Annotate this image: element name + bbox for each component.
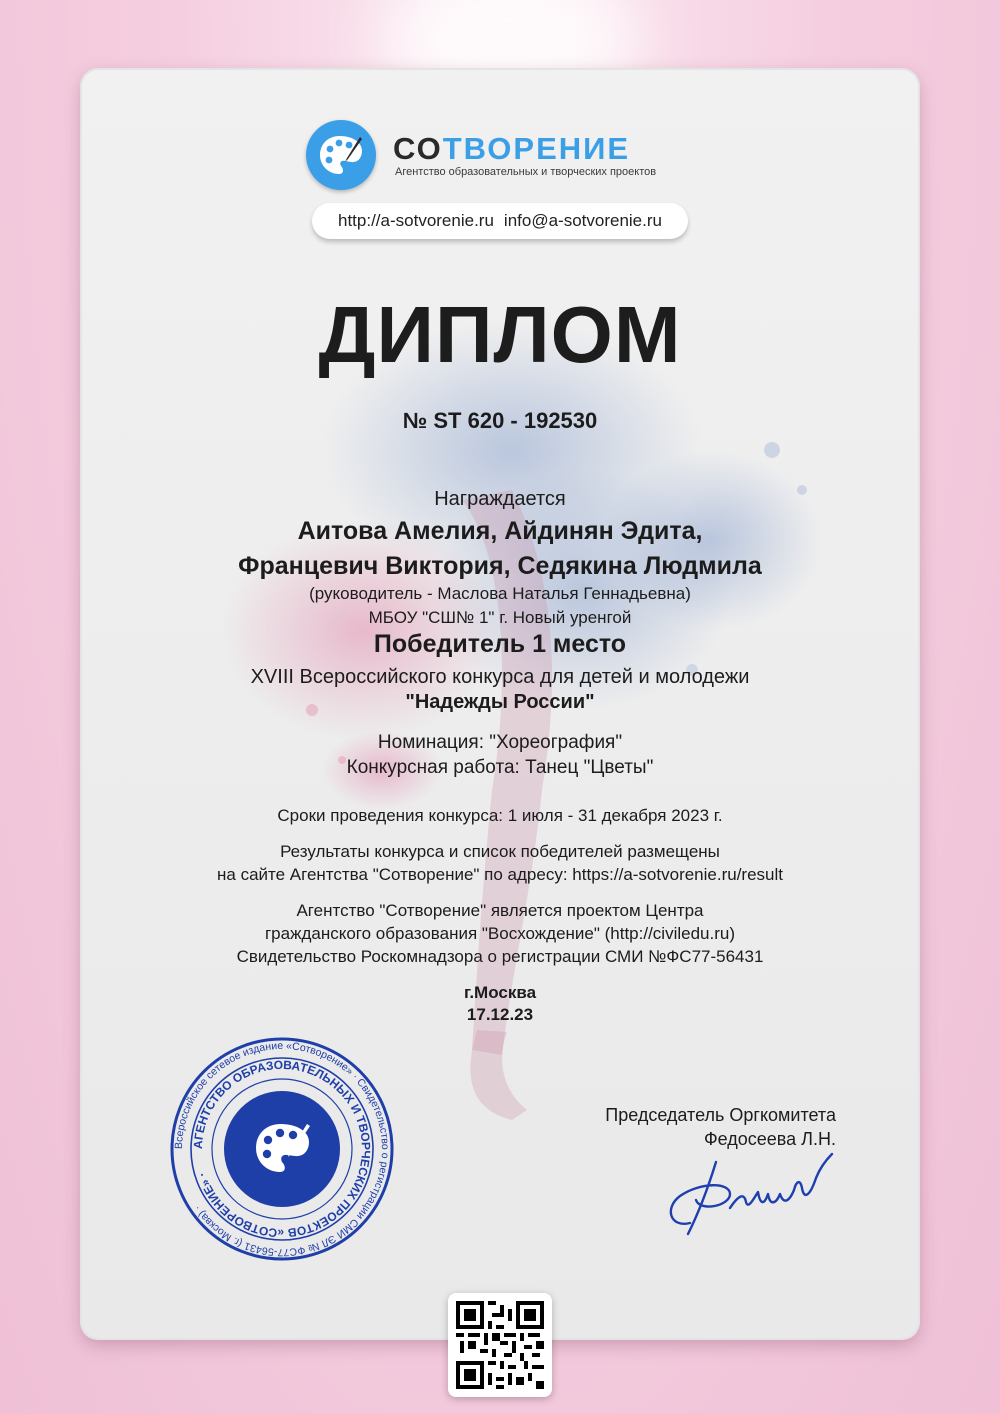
contest-name: "Надежды России" — [405, 691, 595, 713]
issue-city: г.Москва — [463, 983, 537, 1002]
email-link[interactable]: info@a-sotvorenie.ru — [503, 211, 662, 230]
diploma-number: № ST 620 - 192530 — [402, 408, 598, 433]
contest-dates: Сроки проведения конкурса: 1 июля - 31 декабря 2023 г. — [277, 806, 723, 825]
work-line: Конкурсная работа: Танец "Цветы" — [346, 757, 654, 778]
handwritten-signature — [660, 1148, 840, 1238]
chairman-name: Федосеева Л.Н. — [703, 1129, 836, 1149]
recipient-names-line1: Аитова Амелия, Айдинян Эдита, — [297, 517, 703, 545]
agency-name-blue: ТВОРЕНИЕ — [442, 131, 631, 166]
diploma-title: ДИПЛОМ — [318, 290, 682, 379]
recipient-names — [82, 514, 918, 584]
school-line: МБОУ "СШ№ 1" г. Новый уренгой — [368, 608, 632, 627]
place-title: Победитель 1 место — [373, 630, 627, 658]
website-link[interactable]: http://a-sotvorenie.ru — [338, 211, 494, 230]
palette-icon — [306, 120, 376, 190]
agency-line3: Свидетельство Роскомнадзора о регистрации СМИ №ФС77-56431 — [236, 947, 764, 966]
agency-tagline: Агентство образовательных и творческих проектов — [395, 166, 657, 178]
qr-code[interactable] — [448, 1293, 552, 1397]
agency-name-dark: СО — [393, 131, 443, 166]
agency-line1: Агентство "Сотворение" является проектом Центра — [296, 901, 704, 920]
nomination-line: Номинация: "Хореография" — [377, 732, 623, 753]
chairman-role: Председатель Оргкомитета — [605, 1105, 836, 1125]
contest-line: XVIII Всероссийского конкурса для детей и молодежи — [250, 666, 750, 688]
contacts-pill — [312, 203, 688, 239]
issue-date: 17.12.23 — [466, 1005, 534, 1024]
stamp-outer-text: Всероссийское сетевое издание «Сотворение» · Свидетельство о регистрации СМИ ЭЛ № ФС77-56431 (г. Москва) · — [172, 1039, 392, 1259]
agency-name — [393, 132, 630, 166]
awarded-label: Награждается — [434, 488, 566, 510]
agency-line2: гражданского образования "Восхождение" (http://civiledu.ru) — [264, 924, 736, 943]
recipient-names-line2: Францевич Виктория, Седякина Людмила — [238, 552, 762, 580]
official-stamp — [169, 1036, 395, 1262]
stamp-inner-text: АГЕНТСТВО ОБРАЗОВАТЕЛЬНЫХ И ТВОРЧЕСКИХ ПРОЕКТОВ «СОТВОРЕНИЕ» · — [190, 1057, 374, 1241]
leader-line: (руководитель - Маслова Наталья Геннадьевна) — [309, 584, 691, 603]
results-line1: Результаты конкурса и список победителей размещены — [280, 842, 720, 861]
diploma-sheet — [82, 70, 918, 1338]
results-line2: на сайте Агентства "Сотворение" по адресу: https://a-sotvorenie.ru/result — [217, 865, 783, 884]
agency-logo — [306, 120, 726, 192]
